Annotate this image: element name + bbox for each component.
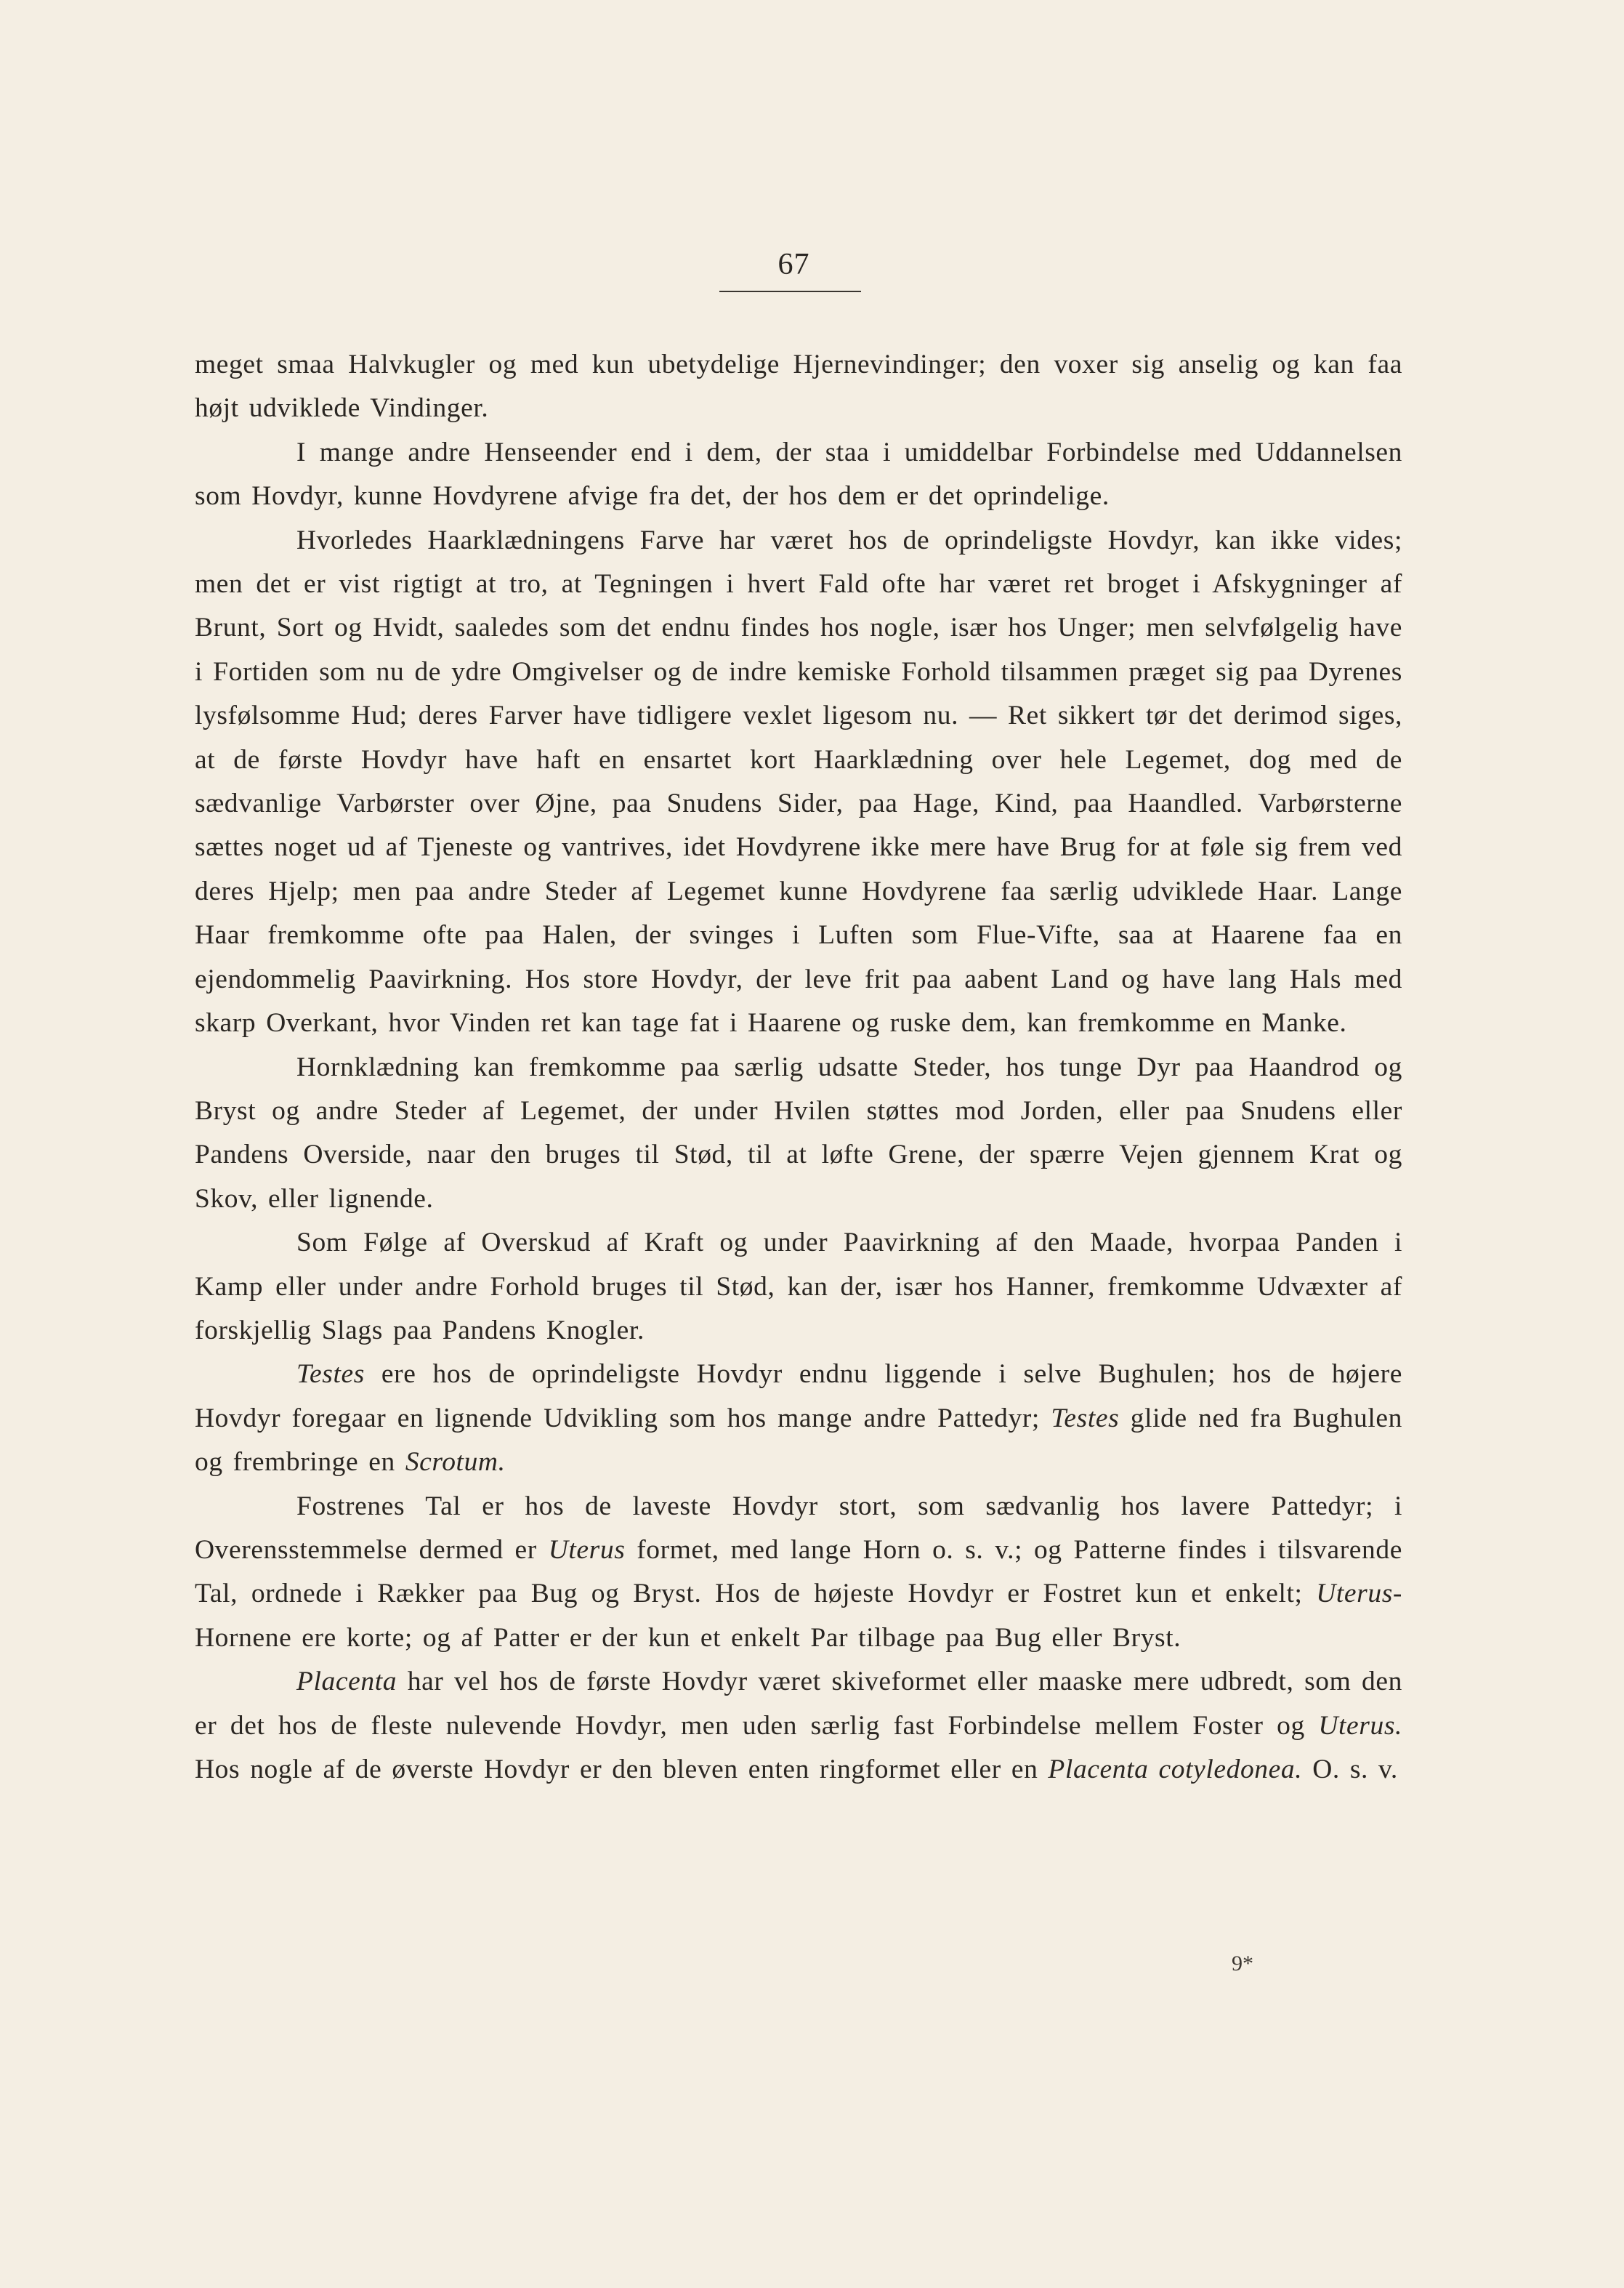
text-run: Fostrenes Tal er hos de laveste Hovdyr stort, som sædvanlig hos lavere Pattedyr; i Overensstemmelse dermed er <box>195 1491 1402 1565</box>
paragraph-2 <box>195 431 1402 519</box>
page-number-rule <box>719 291 861 292</box>
paragraph-8 <box>195 1660 1402 1792</box>
text-run: O. s. v. <box>1302 1755 1398 1784</box>
text-run: I mange andre Henseender end i dem, der staa i umiddelbar Forbindelse med Uddannelsen som Hovdyr, kunne Hovdyrene afvige fra det, der hos dem er det oprindelige. <box>195 437 1402 512</box>
italic-term: Testes <box>1051 1403 1120 1433</box>
paragraph-7 <box>195 1485 1402 1661</box>
text-run: har vel hos de første Hovdyr været skiveformet eller maaske mere udbredt, som den er det hos de fleste nulevende Hovdyr, men uden særlig fast Forbindelse mellem Foster og <box>195 1667 1402 1741</box>
paragraph-6 <box>195 1353 1402 1484</box>
text-run: Hornklædning kan fremkomme paa særlig udsatte Steder, hos tunge Dyr paa Haandrod og Bryst og andre Steder af Legemet, der under Hvilen støttes mod Jorden, eller paa Snudens eller Pandens Overside, naar den bruges til Stød, til at løfte Grene, der spærre Vejen gjennem Krat og Skov, eller lignende. <box>195 1052 1402 1214</box>
italic-term: Uterus <box>548 1534 626 1565</box>
text-run: Som Følge af Overskud af Kraft og under Paavirkning af den Maade, hvorpaa Panden i Kamp eller under andre Forhold bruges til Stød, kan der, især hos Hanner, fremkomme Udvæxter af forskjellig Slags paa Pandens Knogler. <box>195 1228 1402 1345</box>
italic-term: Scrotum. <box>405 1447 506 1478</box>
text-run: glide ned fra Bughulen og frembringe en <box>195 1403 1402 1478</box>
paragraph-4 <box>195 1046 1402 1222</box>
text-run: Hos nogle af de øverste Hovdyr er den bleven enten ringformet eller en <box>195 1755 1049 1784</box>
italic-term: Uterus. <box>1318 1710 1402 1741</box>
text-run: -Hornene ere korte; og af Patter er der kun et enkelt Par tilbage paa Bug eller Bryst. <box>195 1579 1402 1653</box>
paragraph-3 <box>195 519 1402 1046</box>
body-text <box>195 343 1402 1792</box>
text-run: formet, med lange Horn o. s. v.; og Patterne findes i tilsvarende Tal, ordnede i Rækker paa Bug og Bryst. Hos de højeste Hovdyr er Fostret kun et enkelt; <box>195 1534 1402 1609</box>
italic-term: Testes <box>296 1359 365 1390</box>
page-number: 67 <box>777 248 810 281</box>
text-run: meget smaa Halvkugler og med kun ubetydelige Hjernevindinger; den voxer sig anselig og kan faa højt udviklede Vindinger. <box>195 350 1402 424</box>
paragraph-1 <box>195 343 1402 431</box>
italic-term: Placenta <box>296 1667 397 1697</box>
text-run: ere hos de oprindeligste Hovdyr endnu liggende i selve Bughulen; hos de højere Hovdyr foregaar en lignende Udvikling som hos mange andre Pattedyr; <box>195 1359 1402 1433</box>
paragraph-5 <box>195 1221 1402 1353</box>
text-run: Hvorledes Haarklædningens Farve har været hos de oprindeligste Hovdyr, kan ikke vides; men det er vist rigtigt at tro, at Tegningen i hvert Fald ofte har været ret broget i Afskygninger af Brunt, Sort og Hvidt, saaledes som det endnu findes hos nogle, især hos Unger; men selvfølgelig have i Fortiden som nu de ydre Omgivelser og de indre kemiske Forhold tilsammen præget sig paa Dyrenes lysfølsomme Hud; deres Farver have tidligere vexlet ligesom nu. — Ret sikkert tør det derimod siges, at de første Hovdyr have haft en ensartet kort Haarklædning over hele Legemet, dog med de sædvanlige Varbørster over Øjne, paa Snudens Sider, paa Hage, Kind, paa Haandled. Varbørsterne sættes noget ud af Tjeneste og vantrives, idet Hovdyrene ikke mere have Brug for at føle sig frem ved deres Hjelp; men paa andre Steder af Legemet kunne Hovdyrene faa særlig udviklede Haar. Lange Haar fremkomme ofte paa Halen, der svinges i Luften som Flue-Vifte, saa at Haarene faa en ejendommelig Paavirkning. Hos store Hovdyr, der leve frit paa aabent Land og have lang Hals med skarp Overkant, hvor Vinden ret kan tage fat i Haarene og ruske dem, kan fremkomme en Manke. <box>195 525 1402 1039</box>
italic-term: Placenta cotyledonea. <box>1048 1755 1303 1784</box>
signature-mark: 9* <box>1232 1951 1253 1975</box>
italic-term: Uterus <box>1316 1579 1393 1609</box>
